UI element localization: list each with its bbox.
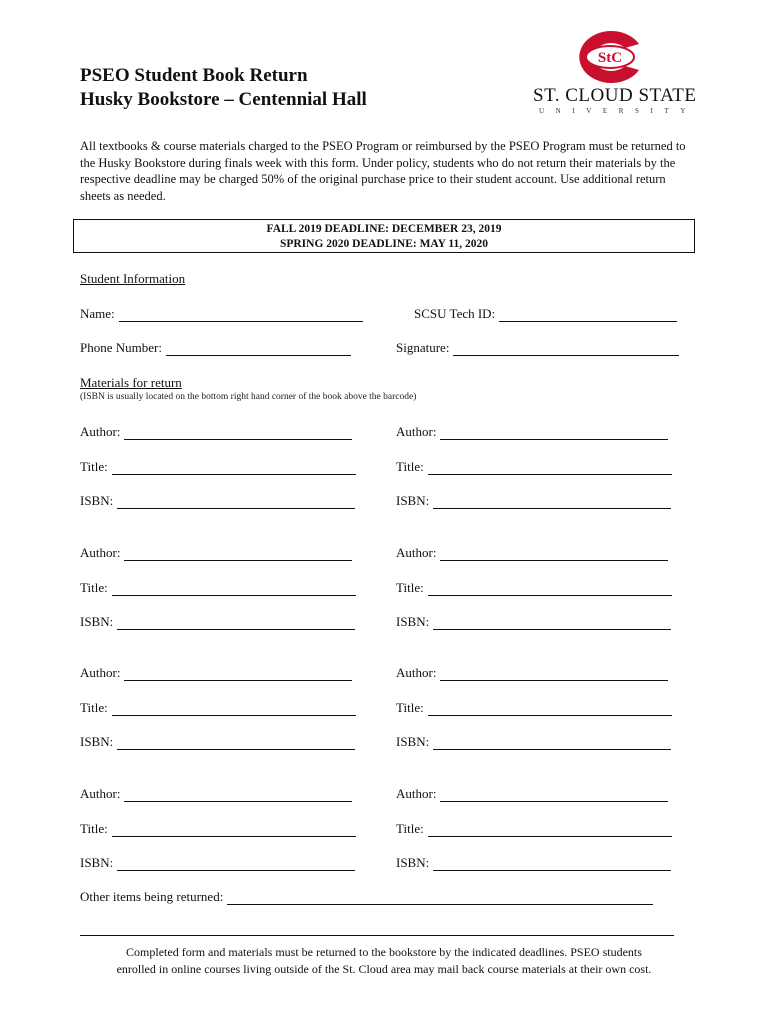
other-items-field[interactable] (80, 889, 653, 905)
title-input-line[interactable] (112, 702, 356, 716)
form-title-line1: PSEO Student Book Return (80, 65, 308, 86)
scsu-c-logo-icon (573, 30, 647, 84)
title-label: Title: (80, 700, 108, 715)
isbn-input-line[interactable] (117, 736, 355, 750)
form-title (80, 64, 367, 112)
author-input-line[interactable] (440, 426, 668, 440)
book-1-right-isbn-field[interactable] (396, 493, 671, 509)
signature-field[interactable] (396, 340, 679, 356)
footer-rule (80, 935, 674, 936)
other-items-input-line[interactable] (227, 891, 653, 905)
title-input-line[interactable] (428, 702, 672, 716)
tech-id-field[interactable] (414, 306, 677, 322)
name-label: Name: (80, 306, 115, 321)
book-2-left-title-field[interactable] (80, 580, 356, 596)
book-3-left-author-field[interactable] (80, 665, 352, 681)
book-1-right-author-field[interactable] (396, 424, 668, 440)
title-label: Title: (396, 580, 424, 595)
book-3-right-isbn-field[interactable] (396, 734, 671, 750)
title-input-line[interactable] (112, 461, 356, 475)
footer-line1: Completed form and materials must be returned to the bookstore by the indicated deadlines. PSEO students (126, 945, 642, 959)
isbn-label: ISBN: (80, 734, 114, 749)
book-3-left-title-field[interactable] (80, 700, 356, 716)
book-2-left-author-field[interactable] (80, 545, 352, 561)
isbn-input-line[interactable] (433, 857, 671, 871)
isbn-label: ISBN: (396, 855, 430, 870)
author-input-line[interactable] (124, 426, 352, 440)
title-input-line[interactable] (428, 582, 672, 596)
book-2-right-author-field[interactable] (396, 545, 668, 561)
book-3-right-author-field[interactable] (396, 665, 668, 681)
isbn-input-line[interactable] (433, 736, 671, 750)
student-info-heading: Student Information (80, 271, 186, 286)
title-label: Title: (80, 459, 108, 474)
isbn-input-line[interactable] (433, 616, 671, 630)
book-2-right-isbn-field[interactable] (396, 614, 671, 630)
book-2-left-isbn-field[interactable] (80, 614, 355, 630)
title-label: Title: (80, 821, 108, 836)
phone-input-line[interactable] (166, 342, 351, 356)
book-1-left-author-field[interactable] (80, 424, 352, 440)
isbn-note: (ISBN is usually located on the bottom right hand corner of the book above the barcode) (80, 392, 417, 402)
title-label: Title: (396, 459, 424, 474)
book-4-left-title-field[interactable] (80, 821, 356, 837)
title-label: Title: (80, 580, 108, 595)
title-input-line[interactable] (428, 461, 672, 475)
tech-id-label: SCSU Tech ID: (414, 306, 496, 321)
title-input-line[interactable] (428, 823, 672, 837)
book-3-left-isbn-field[interactable] (80, 734, 355, 750)
logo-wordmark: ST. CLOUD STATE (533, 85, 697, 106)
signature-label: Signature: (396, 340, 450, 355)
title-input-line[interactable] (112, 823, 356, 837)
author-label: Author: (396, 545, 437, 560)
author-label: Author: (396, 665, 437, 680)
book-4-left-author-field[interactable] (80, 786, 352, 802)
isbn-input-line[interactable] (117, 616, 355, 630)
isbn-input-line[interactable] (117, 857, 355, 871)
book-1-left-title-field[interactable] (80, 459, 356, 475)
author-input-line[interactable] (124, 547, 352, 561)
title-label: Title: (396, 700, 424, 715)
materials-heading: Materials for return (80, 375, 182, 390)
isbn-label: ISBN: (80, 493, 114, 508)
phone-field[interactable] (80, 340, 351, 356)
book-3-right-title-field[interactable] (396, 700, 672, 716)
isbn-label: ISBN: (80, 614, 114, 629)
author-label: Author: (80, 545, 121, 560)
author-input-line[interactable] (440, 667, 668, 681)
book-1-left-isbn-field[interactable] (80, 493, 355, 509)
author-input-line[interactable] (124, 788, 352, 802)
phone-label: Phone Number: (80, 340, 162, 355)
name-field[interactable] (80, 306, 363, 322)
book-4-right-title-field[interactable] (396, 821, 672, 837)
spring-deadline: SPRING 2020 DEADLINE: MAY 11, 2020 (279, 238, 489, 250)
author-input-line[interactable] (124, 667, 352, 681)
book-4-right-author-field[interactable] (396, 786, 668, 802)
author-input-line[interactable] (440, 547, 668, 561)
footer-line2: enrolled in online courses living outside of the St. Cloud area may mail back course materials at their own cost. (116, 962, 652, 976)
fall-deadline: FALL 2019 DEADLINE: DECEMBER 23, 2019 (266, 223, 502, 235)
footer-note (78, 944, 690, 978)
tech-id-input-line[interactable] (499, 308, 677, 322)
isbn-label: ISBN: (80, 855, 114, 870)
university-logo (533, 30, 697, 120)
book-1-right-title-field[interactable] (396, 459, 672, 475)
form-title-line2: Husky Bookstore – Centennial Hall (80, 89, 367, 110)
author-label: Author: (80, 786, 121, 801)
isbn-label: ISBN: (396, 734, 430, 749)
title-input-line[interactable] (112, 582, 356, 596)
author-label: Author: (396, 424, 437, 439)
deadline-box (73, 219, 695, 253)
author-label: Author: (396, 786, 437, 801)
author-label: Author: (80, 665, 121, 680)
signature-input-line[interactable] (453, 342, 679, 356)
book-4-left-isbn-field[interactable] (80, 855, 355, 871)
isbn-input-line[interactable] (117, 495, 355, 509)
logo-subword: UNIVERSITY (539, 107, 697, 115)
other-items-label: Other items being returned: (80, 889, 224, 904)
isbn-input-line[interactable] (433, 495, 671, 509)
book-4-right-isbn-field[interactable] (396, 855, 671, 871)
intro-paragraph: All textbooks & course materials charged to the PSEO Program or reimbursed by the PSEO Program must be returned to the Husky Bookstore during finals week with this form. Under policy, students who do not return their materials by the respective deadline may be charged 50% of the original purchase price to their student account. Use additional return sheets as needed. (80, 139, 686, 203)
name-input-line[interactable] (119, 308, 363, 322)
isbn-label: ISBN: (396, 614, 430, 629)
book-2-right-title-field[interactable] (396, 580, 672, 596)
logo-monogram: StC (597, 50, 623, 66)
isbn-label: ISBN: (396, 493, 430, 508)
title-label: Title: (396, 821, 424, 836)
author-input-line[interactable] (440, 788, 668, 802)
author-label: Author: (80, 424, 121, 439)
